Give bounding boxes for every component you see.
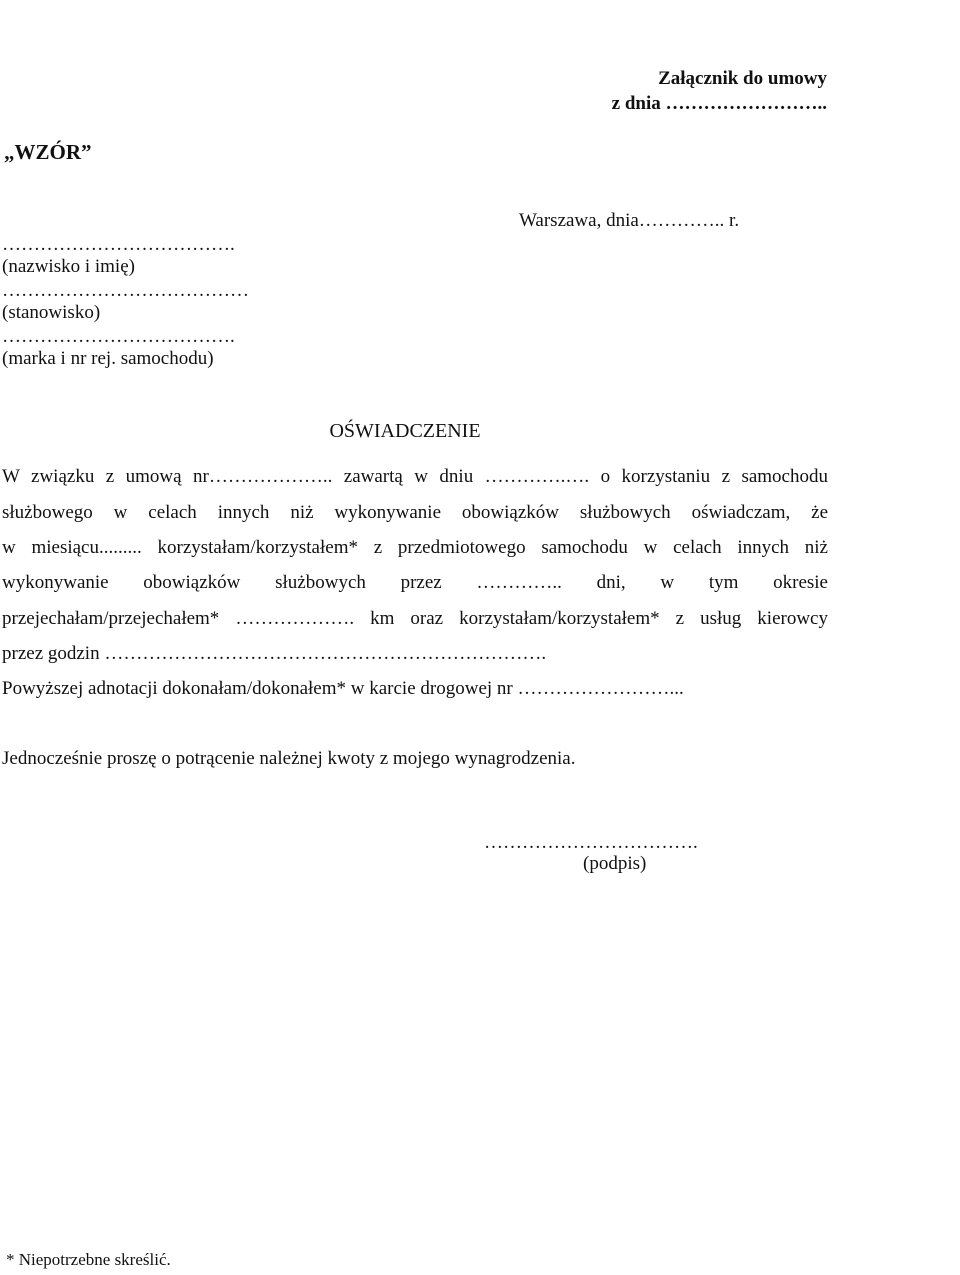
position-dots: ………………………………… — [2, 280, 249, 301]
car-caption: (marka i nr rej. samochodu) — [2, 348, 214, 369]
body-line-2: służbowego w celach innych niż wykonywanie obowiązków służbowych oświadczam, że — [2, 502, 828, 523]
body-line-1: W związku z umową nr……………….. zawartą w dniu ………….…. o korzystaniu z samochodu — [2, 466, 828, 487]
body-line-5: przejechałam/przejechałem* ………………. km oraz korzystałam/korzystałem* z usług kierowcy — [2, 608, 828, 629]
signature-caption: (podpis) — [583, 853, 647, 874]
signature-dots: ……………………………. — [484, 832, 698, 853]
car-dots: ………………………………. — [2, 326, 235, 347]
attachment-heading: Załącznik do umowy — [658, 68, 827, 89]
body-line-7: Powyższej adnotacji dokonałam/dokonałem* w karcie drogowej nr ……………………... — [2, 678, 684, 699]
position-caption: (stanowisko) — [2, 302, 101, 323]
footnote: * Niepotrzebne skreślić. — [6, 1250, 171, 1269]
deduction-request: Jednocześnie proszę o potrącenie należnej kwoty z mojego wynagrodzenia. — [2, 748, 576, 769]
body-line-4: wykonywanie obowiązków służbowych przez ………….. dni, w tym okresie — [2, 572, 828, 593]
attachment-date-line: z dnia …………………….. — [611, 93, 827, 114]
place-date-line: Warszawa, dnia………….. r. — [519, 210, 740, 231]
name-dots: ………………………………. — [2, 234, 235, 255]
body-line-6: przez godzin ……………………………………………………………. — [2, 643, 547, 664]
document-title: OŚWIADCZENIE — [329, 420, 481, 442]
body-line-3: w miesiącu......... korzystałam/korzystałem* z przedmiotowego samochodu w celach innych niż — [2, 537, 828, 558]
template-label: „WZÓR” — [4, 140, 92, 164]
name-caption: (nazwisko i imię) — [2, 256, 135, 277]
